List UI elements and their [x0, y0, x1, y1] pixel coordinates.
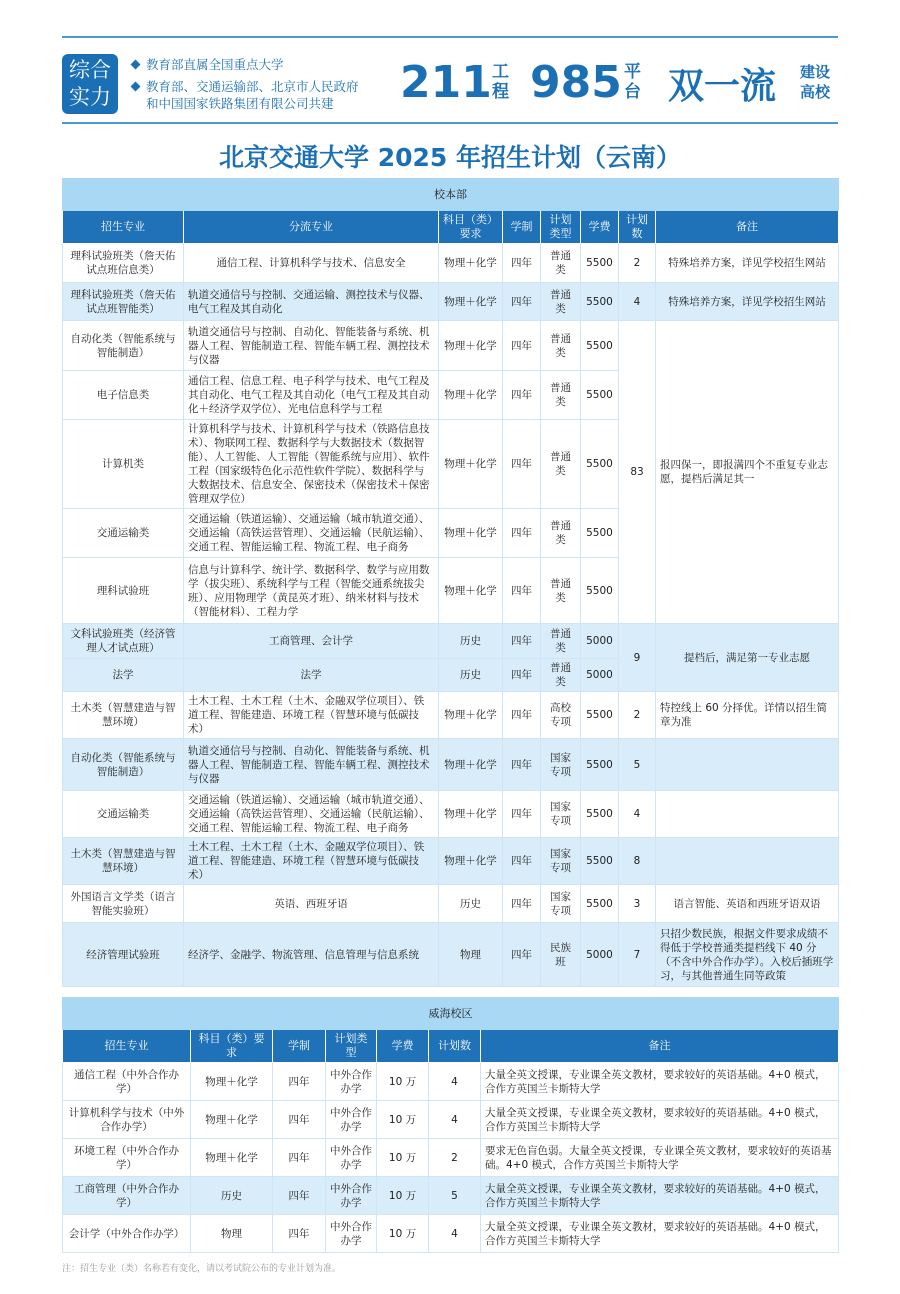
- table-row: [63, 244, 839, 283]
- plan-count-cell: 2: [429, 1139, 481, 1177]
- column-header: 学制: [503, 211, 541, 244]
- major-cell: 工商管理（中外合作办学）: [63, 1177, 191, 1215]
- bullet-text: 教育部、交通运输部、北京市人民政府: [146, 79, 359, 94]
- streams-cell: 法学: [184, 659, 439, 692]
- major-cell: 文科试验班类（经济管理人才试点班）: [63, 624, 184, 659]
- years-cell: 四年: [273, 1139, 326, 1177]
- plan-type-cell: 中外合作办学: [326, 1101, 377, 1139]
- streams-cell: 交通运输（铁道运输）、交通运输（城市轨道交通）、交通运输（高铁运营管理）、交通运输（民航运输）、交通工程、智能运输工程、物流工程、电子商务: [184, 791, 439, 838]
- plan-count-cell: 2: [619, 244, 656, 283]
- tag-985-sub: 平台: [624, 62, 641, 102]
- major-cell: 会计学（中外合作办学）: [63, 1215, 191, 1253]
- major-cell: 法学: [63, 659, 184, 692]
- major-cell: 理科试验班类（詹天佑试点班信息类）: [63, 244, 184, 283]
- subject-cell: 历史: [439, 624, 503, 659]
- major-cell: 电子信息类: [63, 371, 184, 420]
- streams-cell: 轨道交通信号与控制、自动化、智能装备与系统、机器人工程、智能制造工程、智能车辆工程、测控技术与仪器: [184, 321, 439, 371]
- remark-cell: [656, 739, 839, 791]
- major-cell: 土木类（智慧建造与智慧环境）: [63, 838, 184, 885]
- remark-cell: 特殊培养方案，详见学校招生网站: [656, 283, 839, 321]
- fee-cell: 10 万: [377, 1101, 429, 1139]
- plan-type-cell: 普通类: [541, 420, 581, 509]
- column-header: 计划数: [429, 1030, 481, 1063]
- column-header: 学费: [581, 211, 619, 244]
- streams-cell: 交通运输（铁道运输）、交通运输（城市轨道交通）、交通运输（高铁运营管理）、交通运输（民航运输）、交通工程、智能运输工程、物流工程、电子商务: [184, 509, 439, 558]
- remark-cell: 只招少数民族，根据文件要求成绩不得低于学校普通类提档线下 40 分（不含中外合作办学）。入校后插班学习，与其他普通生同等政策: [656, 923, 839, 987]
- major-cell: 理科试验班: [63, 558, 184, 624]
- column-header: 计划数: [619, 211, 656, 244]
- remark-cell: 语言智能、英语和西班牙语双语: [656, 885, 839, 923]
- fee-cell: 5500: [581, 283, 619, 321]
- column-header: 计划类型: [541, 211, 581, 244]
- remark-cell: 大量全英文授课，专业课全英文教材，要求较好的英语基础。4+0 模式，合作方英国兰卡斯特大学: [481, 1215, 839, 1253]
- years-cell: 四年: [273, 1215, 326, 1253]
- plan-type-cell: 民族班: [541, 923, 581, 987]
- subject-cell: 物理＋化学: [439, 558, 503, 624]
- subject-cell: 物理＋化学: [439, 420, 503, 509]
- subject-cell: 物理＋化学: [191, 1139, 273, 1177]
- plan-type-cell: 国家专项: [541, 885, 581, 923]
- years-cell: 四年: [503, 885, 541, 923]
- plan-type-cell: 中外合作办学: [326, 1063, 377, 1101]
- major-cell: 经济管理试验班: [63, 923, 184, 987]
- years-cell: 四年: [503, 420, 541, 509]
- table-row: [63, 283, 839, 321]
- streams-cell: 通信工程、信息工程、电子科学与技术、电气工程及其自动化、电气工程及其自动化（电气工程及其自动化＋经济学双学位）、光电信息科学与工程: [184, 371, 439, 420]
- years-cell: 四年: [273, 1177, 326, 1215]
- streams-cell: 工商管理、会计学: [184, 624, 439, 659]
- plan-type-cell: 中外合作办学: [326, 1139, 377, 1177]
- table-row: [63, 321, 839, 371]
- footnote: 注：招生专业（类）名称若有变化，请以考试院公布的专业计划为准。: [62, 1264, 342, 1274]
- table-row: [63, 923, 839, 987]
- streams-cell: 英语、西班牙语: [184, 885, 439, 923]
- tag-985: 985: [530, 57, 622, 108]
- section-band: [63, 998, 839, 1030]
- table-row: [63, 1177, 839, 1215]
- plan-type-cell: 普通类: [541, 283, 581, 321]
- page-title: 北京交通大学 2025 年招生计划（云南）: [219, 143, 681, 172]
- subject-cell: 历史: [191, 1177, 273, 1215]
- years-cell: 四年: [503, 558, 541, 624]
- fee-cell: 5500: [581, 420, 619, 509]
- years-cell: 四年: [503, 838, 541, 885]
- plan-type-cell: 普通类: [541, 371, 581, 420]
- tag-double-first: 双一流: [668, 66, 777, 107]
- years-cell: 四年: [503, 923, 541, 987]
- tag-211-sub: 工程: [492, 62, 509, 102]
- column-header: 计划类型: [326, 1030, 377, 1063]
- fee-cell: 5500: [581, 244, 619, 283]
- plan-count-cell: 4: [619, 283, 656, 321]
- table-row: [63, 838, 839, 885]
- fee-cell: 5500: [581, 739, 619, 791]
- plan-count-cell: 9: [619, 624, 656, 692]
- years-cell: 四年: [503, 509, 541, 558]
- plan-count-cell: 8: [619, 838, 656, 885]
- plan-type-cell: 普通类: [541, 321, 581, 371]
- remark-cell: 报四保一，即报满四个不重复专业志愿，提档后满足其一: [656, 321, 839, 624]
- remark-cell: [656, 791, 839, 838]
- remark-cell: 要求无色盲色弱。大量全英文授课，专业课全英文教材，要求较好的英语基础。4+0 模式，合作方英国兰卡斯特大学: [481, 1139, 839, 1177]
- plan-count-cell: 4: [429, 1215, 481, 1253]
- subject-cell: 物理＋化学: [439, 739, 503, 791]
- column-header: 科目（类）要求: [439, 211, 503, 244]
- subject-cell: 物理＋化学: [439, 838, 503, 885]
- top-rule: [62, 36, 838, 38]
- column-header: 学费: [377, 1030, 429, 1063]
- years-cell: 四年: [273, 1101, 326, 1139]
- streams-cell: 通信工程、计算机科学与技术、信息安全: [184, 244, 439, 283]
- remark-cell: 特控线上 60 分择优。详情以招生简章为准: [656, 692, 839, 739]
- years-cell: 四年: [503, 659, 541, 692]
- main-campus-table: [62, 178, 839, 987]
- plan-count-cell: 5: [619, 739, 656, 791]
- mid-rule: [62, 122, 838, 124]
- section-title: 校本部: [63, 179, 839, 211]
- fee-cell: 5500: [581, 321, 619, 371]
- plan-type-cell: 国家专项: [541, 838, 581, 885]
- column-header: 备注: [656, 211, 839, 244]
- major-cell: 环境工程（中外合作办学）: [63, 1139, 191, 1177]
- table-row: [63, 739, 839, 791]
- major-cell: 计算机类: [63, 420, 184, 509]
- column-header: 招生专业: [63, 211, 184, 244]
- column-header: 备注: [481, 1030, 839, 1063]
- tag-211: 211: [400, 57, 492, 108]
- plan-count-cell: 7: [619, 923, 656, 987]
- fee-cell: 5000: [581, 923, 619, 987]
- table-row: [63, 1101, 839, 1139]
- subject-cell: 历史: [439, 885, 503, 923]
- plan-type-cell: 中外合作办学: [326, 1177, 377, 1215]
- bullet-text: 教育部直属全国重点大学: [146, 57, 284, 72]
- weihai-campus-table: [62, 997, 839, 1253]
- table-row: [63, 624, 839, 659]
- table-row: [63, 1063, 839, 1101]
- major-cell: 自动化类（智能系统与智能制造）: [63, 739, 184, 791]
- streams-cell: 经济学、金融学、物流管理、信息管理与信息系统: [184, 923, 439, 987]
- badge-line: 综合: [69, 58, 111, 82]
- bullet: [132, 56, 284, 73]
- years-cell: 四年: [273, 1063, 326, 1101]
- column-header: 科目（类）要求: [191, 1030, 273, 1063]
- fee-cell: 5500: [581, 692, 619, 739]
- streams-cell: 土木工程、土木工程（土木、金融双学位项目）、铁道工程、智能建造、环境工程（智慧环境与低碳技术）: [184, 692, 439, 739]
- header-row: [63, 211, 839, 244]
- major-cell: 通信工程（中外合作办学）: [63, 1063, 191, 1101]
- table-row: [63, 1215, 839, 1253]
- fee-cell: 10 万: [377, 1177, 429, 1215]
- plan-type-cell: 普通类: [541, 659, 581, 692]
- years-cell: 四年: [503, 624, 541, 659]
- years-cell: 四年: [503, 371, 541, 420]
- years-cell: 四年: [503, 692, 541, 739]
- tag-double-first-sub: 建设高校: [800, 63, 831, 101]
- badge-line: 实力: [69, 85, 111, 109]
- major-cell: 外国语言文学类（语言智能实验班）: [63, 885, 184, 923]
- years-cell: 四年: [503, 321, 541, 371]
- section-title: 威海校区: [63, 998, 839, 1030]
- subject-cell: 物理＋化学: [439, 692, 503, 739]
- streams-cell: 计算机科学与技术、计算机科学与技术（铁路信息技术）、物联网工程、数据科学与大数据技术（数据智能）、人工智能、人工智能（智能系统与应用）、软件工程（国家级特色化示范性软件学院）、数据科学与大数据技术、信息安全、保密技术（保密技术＋保密管理双学位）: [184, 420, 439, 509]
- subject-cell: 物理＋化学: [439, 791, 503, 838]
- plan-type-cell: 普通类: [541, 509, 581, 558]
- plan-count-cell: 3: [619, 885, 656, 923]
- plan-type-cell: 普通类: [541, 558, 581, 624]
- header-row: [63, 1030, 839, 1063]
- remark-cell: 大量全英文授课，专业课全英文教材，要求较好的英语基础。4+0 模式，合作方英国兰卡斯特大学: [481, 1177, 839, 1215]
- streams-cell: 信息与计算科学、统计学、数据科学、数学与应用数学（拔尖班）、系统科学与工程（智能交通系统拔尖班）、应用物理学（黄昆英才班）、纳米材料与技术（智能材料）、工程力学: [184, 558, 439, 624]
- plan-type-cell: 国家专项: [541, 791, 581, 838]
- tables-area: [62, 178, 838, 1294]
- fee-cell: 10 万: [377, 1215, 429, 1253]
- subject-cell: 物理＋化学: [439, 283, 503, 321]
- subject-cell: 物理＋化学: [191, 1101, 273, 1139]
- plan-count-cell: 4: [429, 1063, 481, 1101]
- remark-cell: 大量全英文授课，专业课全英文教材，要求较好的英语基础。4+0 模式，合作方英国兰卡斯特大学: [481, 1063, 839, 1101]
- fee-cell: 5500: [581, 371, 619, 420]
- years-cell: 四年: [503, 739, 541, 791]
- subject-cell: 物理＋化学: [439, 371, 503, 420]
- plan-count-cell: 83: [619, 321, 656, 624]
- fee-cell: 5000: [581, 624, 619, 659]
- fee-cell: 5500: [581, 558, 619, 624]
- column-header: 招生专业: [63, 1030, 191, 1063]
- subject-cell: 物理＋化学: [439, 244, 503, 283]
- column-header: 分流专业: [184, 211, 439, 244]
- major-cell: 交通运输类: [63, 791, 184, 838]
- years-cell: 四年: [503, 244, 541, 283]
- fee-cell: 10 万: [377, 1063, 429, 1101]
- plan-type-cell: 普通类: [541, 624, 581, 659]
- subject-cell: 物理＋化学: [439, 321, 503, 371]
- table-row: [63, 885, 839, 923]
- major-cell: 自动化类（智能系统与智能制造）: [63, 321, 184, 371]
- remark-cell: 大量全英文授课，专业课全英文教材，要求较好的英语基础。4+0 模式，合作方英国兰卡斯特大学: [481, 1101, 839, 1139]
- streams-cell: 轨道交通信号与控制、自动化、智能装备与系统、机器人工程、智能制造工程、智能车辆工程、测控技术与仪器: [184, 739, 439, 791]
- streams-cell: 轨道交通信号与控制、交通运输、测控技术与仪器、电气工程及其自动化: [184, 283, 439, 321]
- section-band: [63, 179, 839, 211]
- plan-type-cell: 普通类: [541, 244, 581, 283]
- years-cell: 四年: [503, 283, 541, 321]
- major-cell: 计算机科学与技术（中外合作办学）: [63, 1101, 191, 1139]
- fee-cell: 5500: [581, 509, 619, 558]
- diamond-icon: [131, 82, 141, 92]
- subject-cell: 物理: [191, 1215, 273, 1253]
- major-cell: 土木类（智慧建造与智慧环境）: [63, 692, 184, 739]
- plan-count-cell: 4: [619, 791, 656, 838]
- remark-cell: 提档后，满足第一专业志愿: [656, 624, 839, 692]
- remark-cell: [656, 838, 839, 885]
- fee-cell: 5500: [581, 885, 619, 923]
- plan-count-cell: 2: [619, 692, 656, 739]
- subject-cell: 物理＋化学: [439, 509, 503, 558]
- column-header: 学制: [273, 1030, 326, 1063]
- fee-cell: 5500: [581, 838, 619, 885]
- plan-type-cell: 中外合作办学: [326, 1215, 377, 1253]
- remark-cell: 特殊培养方案，详见学校招生网站: [656, 244, 839, 283]
- plan-type-cell: 高校专项: [541, 692, 581, 739]
- table-row: [63, 1139, 839, 1177]
- table-row: [63, 791, 839, 838]
- plan-count-cell: 4: [429, 1101, 481, 1139]
- subject-cell: 物理: [439, 923, 503, 987]
- fee-cell: 10 万: [377, 1139, 429, 1177]
- badge-logo: [62, 54, 118, 114]
- fee-cell: 5500: [581, 791, 619, 838]
- diamond-icon: [131, 60, 141, 70]
- plan-count-cell: 5: [429, 1177, 481, 1215]
- bullet-cont: 和中国国家铁路集团有限公司共建: [146, 96, 334, 111]
- subject-cell: 历史: [439, 659, 503, 692]
- table-row: [63, 692, 839, 739]
- bullet: [132, 78, 359, 95]
- fee-cell: 5000: [581, 659, 619, 692]
- subject-cell: 物理＋化学: [191, 1063, 273, 1101]
- streams-cell: 土木工程、土木工程（土木、金融双学位项目）、铁道工程、智能建造、环境工程（智慧环境与低碳技术）: [184, 838, 439, 885]
- major-cell: 交通运输类: [63, 509, 184, 558]
- years-cell: 四年: [503, 791, 541, 838]
- plan-type-cell: 国家专项: [541, 739, 581, 791]
- major-cell: 理科试验班类（詹天佑试点班智能类）: [63, 283, 184, 321]
